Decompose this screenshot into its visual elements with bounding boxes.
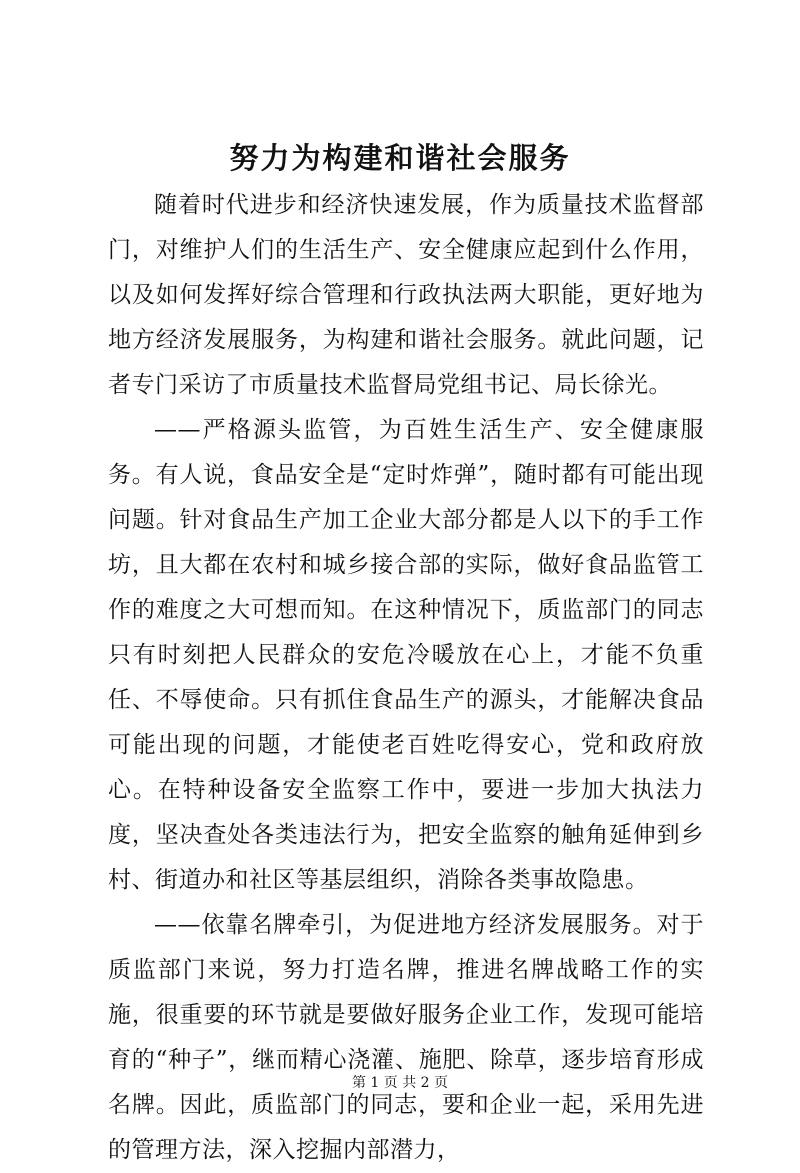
paragraph-source-supervision: ——严格源头监管，为百姓生活生产、安全健康服务。有人说，食品安全是“定时炸弹”，随时都有可能出现问题。针对食品生产加工企业大部分都是人以下的手工作坊，且大都在农村和城乡接合部的实际，做好食品监管工作的难度之大可想而知。在这种情况下，质监部门的同志只有时刻把人民群众的安危冷暖放在心上，才能不负重任、不辱使命。只有抓住食品生产的源头，才能解决食品可能出现的问题，才能使老百姓吃得安心，党和政府放心。在特种设备安全监察工作中，要进一步加大执法力度，坚决查处各类违法行为，把安全监察的触角延伸到乡村、街道办和社区等基层组织，消除各类事故隐患。	[108, 417, 704, 893]
paragraph-brand-strategy: ——依靠名牌牵引，为促进地方经济发展服务。对于质监部门来说，努力打造名牌，推进名牌战略工作的实施，很重要的环节就是要做好服务企业工作，发现可能培育的“种子”，继而精心浇灌、施肥、除草，逐步培育形成名牌。因此，质监部门的同志，要和企业一起，采用先进的管理方法，深入挖掘内部潜力，	[108, 912, 704, 1163]
paragraph-intro: 随着时代进步和经济快速发展，作为质量技术监督部门，对维护人们的生活生产、安全健康应起到什么作用，以及如何发挥好综合管理和行政执法两大职能，更好地为地方经济发展服务，为构建和谐社会服务。就此问题，记者专门采访了市质量技术监督局党组书记、局长徐光。	[108, 192, 704, 398]
document-body	[108, 183, 704, 1173]
document-title: 努力为构建和谐社会服务	[229, 141, 571, 175]
page-number-footer: 第 1 页 共 2 页	[351, 1075, 449, 1091]
